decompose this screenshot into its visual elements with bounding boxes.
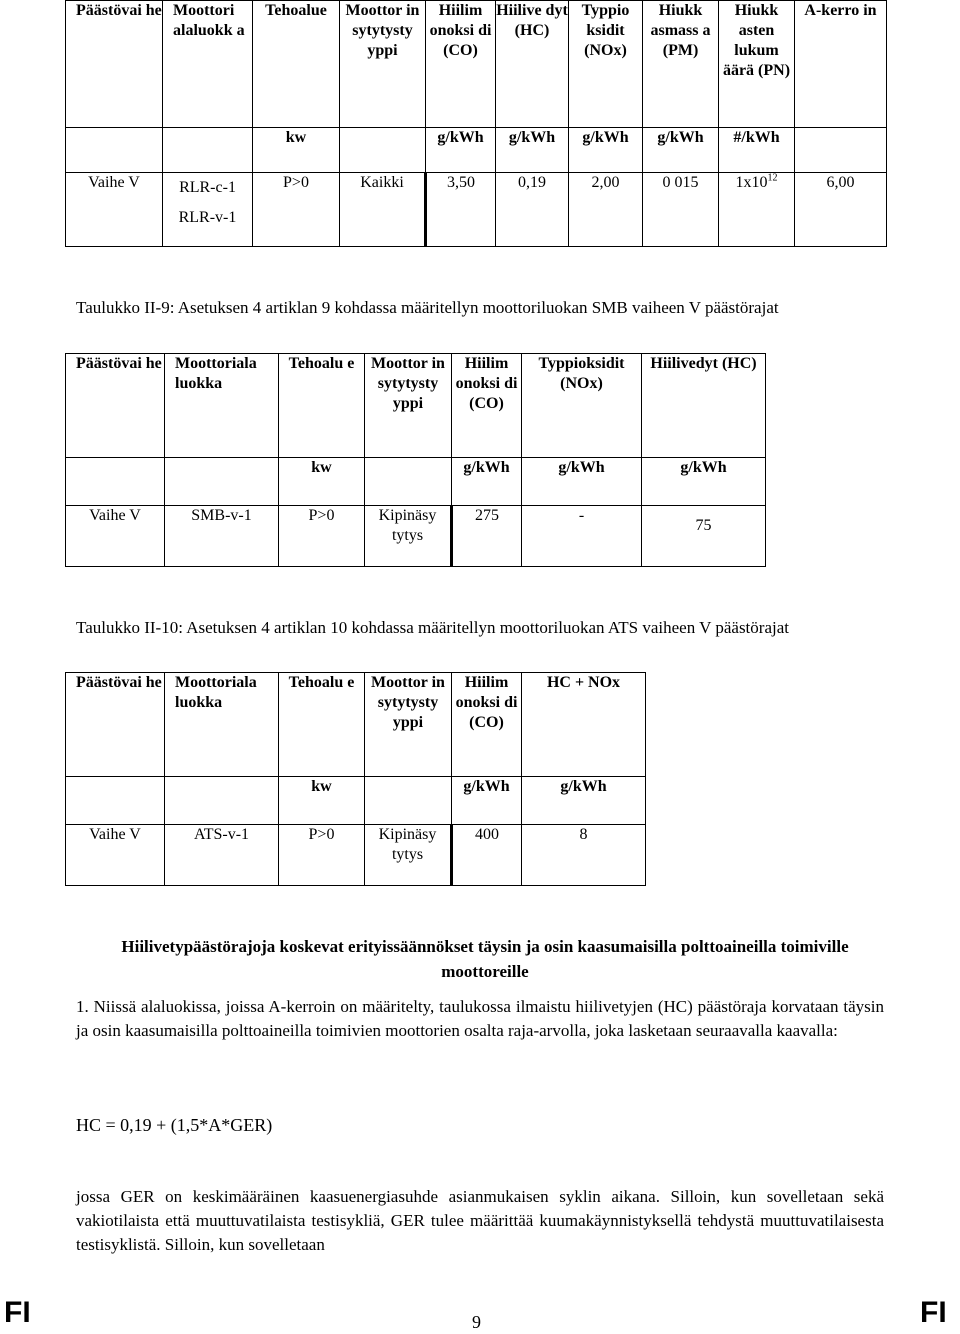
units-row: [66, 128, 887, 173]
header-cell: Hiilim onoksi di (CO): [452, 673, 522, 777]
emission-table-ats: [65, 672, 646, 886]
stage-cell: Vaihe V: [66, 825, 165, 886]
power-cell: P>0: [279, 825, 365, 886]
power-cell: P>0: [279, 506, 365, 567]
pn-base: 1x10: [735, 174, 768, 191]
unit-cell: g/kWh: [522, 458, 642, 506]
pm-cell: 0 015: [643, 173, 719, 247]
header-cell: Tehoalu e: [279, 673, 365, 777]
ignition-cell: Kipinäsy tytys: [365, 506, 452, 567]
table-row: [66, 825, 646, 886]
co-cell: 275: [452, 506, 522, 567]
table-caption-ii-9: Taulukko II-9: Asetuksen 4 artiklan 9 kohdassa määritellyn moottoriluokan SMB vaiheen V päästörajat: [76, 298, 779, 317]
co-cell: 3,50: [426, 173, 496, 247]
header-cell: Moottor in sytytysty yppi: [340, 1, 426, 128]
header-cell: Hiukk asmass a (PM): [643, 1, 719, 128]
subcategory-cell: [163, 173, 253, 247]
table-row: [66, 506, 766, 567]
footer-language-right: FI: [920, 1296, 947, 1329]
subcategory-v: RLR-v-1: [178, 209, 237, 226]
stage-cell: Vaihe V: [66, 173, 163, 247]
footer-language-left: FI: [4, 1296, 31, 1329]
nox-cell: 2,00: [569, 173, 643, 247]
units-row: [66, 458, 766, 506]
table-caption-ii-10: Taulukko II-10: Asetuksen 4 artiklan 10 kohdassa määritellyn moottoriluokan ATS vaiheen V päästörajat: [76, 618, 789, 637]
unit-cell: g/kWh: [496, 128, 569, 173]
header-cell: Moottor in sytytysty yppi: [365, 673, 452, 777]
paragraph-1: 1. Niissä alaluokissa, joissa A-kerroin on määritelty, taulukossa ilmaistu hiilivetyjen (HC) päästöraja korvataan täysin ja osin kaasumaisilla polttoaineilla toimivien moottorien osalta raja-arvolla, joka lasketaan seuraavalla kaavalla:: [76, 997, 884, 1040]
unit-cell: kw: [253, 128, 340, 173]
unit-cell: g/kWh: [522, 777, 646, 825]
header-cell: Päästövai he: [66, 354, 165, 458]
header-cell: Tehoalue: [253, 1, 340, 128]
unit-cell: #/kWh: [719, 128, 795, 173]
header-cell: Typpio ksidit (NOx): [569, 1, 643, 128]
pn-cell: [719, 173, 795, 247]
subcategory-cell: SMB-v-1: [165, 506, 279, 567]
unit-cell: g/kWh: [643, 128, 719, 173]
units-row: [66, 777, 646, 825]
page-number: 9: [472, 1312, 481, 1332]
header-cell: Moottor in sytytysty yppi: [365, 354, 452, 458]
formula: HC = 0,19 + (1,5*A*GER): [76, 1115, 273, 1135]
header-cell: Hiukk asten lukum äärä (PN): [719, 1, 795, 128]
header-cell: Hiilim onoksi di (CO): [426, 1, 496, 128]
hc-cell: 0,19: [496, 173, 569, 247]
header-cell: Moottoriala luokka: [165, 354, 279, 458]
table-header-row: [66, 354, 766, 458]
section-heading: Hiilivetypäästörajoja koskevat erityissäännökset täysin ja osin kaasumaisilla polttoaineilla toimiville moottoreille: [121, 937, 849, 981]
hc-nox-cell: 8: [522, 825, 646, 886]
unit-cell: g/kWh: [452, 777, 522, 825]
header-cell: Moottori alaluokk a: [163, 1, 253, 128]
header-cell: Hiilivedyt (HC): [642, 354, 766, 458]
header-cell: Hiilive dyt (HC): [496, 1, 569, 128]
unit-cell: kw: [279, 458, 365, 506]
unit-cell: kw: [279, 777, 365, 825]
unit-cell: g/kWh: [642, 458, 766, 506]
pn-exponent: 12: [767, 172, 778, 184]
table-header-row: [66, 673, 646, 777]
emission-table-rlr: [65, 0, 887, 247]
table-row: [66, 173, 887, 247]
co-cell: 400: [452, 825, 522, 886]
table-header-row: [66, 1, 887, 128]
header-cell: A-kerro in: [795, 1, 887, 128]
paragraph-2: jossa GER on keskimääräinen kaasuenergiasuhde asianmukaisen syklin aikana. Silloin, kun sovelletaan sekä vakiotilaista että muuttuvatilaista testisykliä, GER tulee määrittää kuumakäynnistyksellä tehdystä muuttuvatilaisesta testisyklistä. Silloin, kun sovelletaan: [76, 1187, 884, 1254]
nox-cell: -: [522, 506, 642, 567]
emission-table-smb: [65, 353, 766, 567]
header-cell: Tehoalu e: [279, 354, 365, 458]
unit-cell: g/kWh: [569, 128, 643, 173]
unit-cell: g/kWh: [452, 458, 522, 506]
ignition-cell: Kaikki: [340, 173, 426, 247]
unit-cell: g/kWh: [426, 128, 496, 173]
header-cell: Moottoriala luokka: [165, 673, 279, 777]
hc-cell: 75: [642, 506, 766, 567]
header-cell: Typpioksidit (NOx): [522, 354, 642, 458]
header-cell: Päästövai he: [66, 1, 163, 128]
power-cell: P>0: [253, 173, 340, 247]
header-cell: HC + NOx: [522, 673, 646, 777]
a-factor-cell: 6,00: [795, 173, 887, 247]
header-cell: Hiilim onoksi di (CO): [452, 354, 522, 458]
header-cell: Päästövai he: [66, 673, 165, 777]
subcategory-cell: ATS-v-1: [165, 825, 279, 886]
stage-cell: Vaihe V: [66, 506, 165, 567]
ignition-cell: Kipinäsy tytys: [365, 825, 452, 886]
subcategory-c: RLR-c-1: [179, 179, 236, 196]
